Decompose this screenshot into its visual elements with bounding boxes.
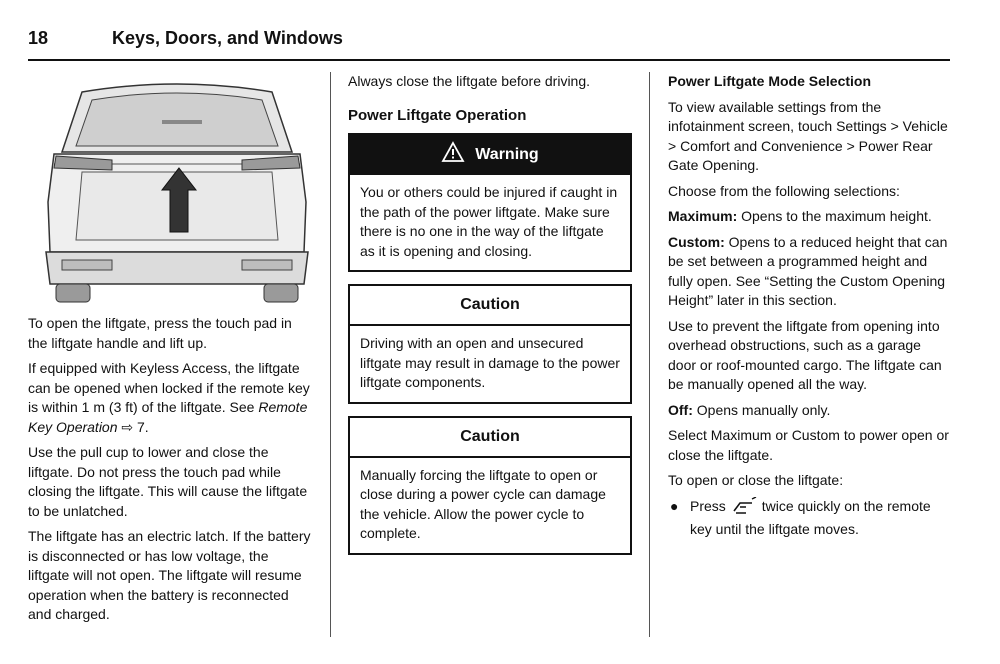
warning-header [350, 135, 630, 175]
caution-body: Driving with an open and unsecured liftgate may result in damage to the power liftgate components. [360, 335, 620, 390]
caution-box [348, 284, 632, 404]
page-number: 18 [28, 28, 49, 48]
option-maximum: Maximum: Opens to the maximum height. [668, 208, 932, 224]
paragraph: Use the pull cup to lower and close the liftgate. Do not press the touch pad while closing the liftgate. This will cause the liftgate to be unlatched. [28, 444, 308, 519]
warning-body: You or others could be injured if caught in the path of the power liftgate. Make sure there is no one in the way of the liftgate as it is opening and closing. [360, 184, 618, 259]
paragraph: If equipped with Keyless Access, the liftgate can be opened when locked if the remote key is within 1 m (3 ft) of the liftgate. See Remote Key Operation ⇨ 7. [28, 360, 310, 435]
paragraph: Select Maximum or Custom to power open or close the liftgate. [668, 427, 949, 463]
warning-box [348, 133, 632, 272]
list-item: ● Press twice quickly on the remote key until the liftgate moves. [670, 497, 931, 537]
column-2 [348, 72, 632, 567]
subsection-heading: Power Liftgate Operation [348, 106, 527, 124]
warning-title: Warning [475, 146, 539, 163]
subsection-heading: Power Liftgate Mode Selection [668, 73, 872, 89]
warning-triangle-icon [441, 139, 465, 179]
caution-title: Caution [350, 286, 630, 326]
paragraph: To view available settings from the infotainment screen, touch Settings > Vehicle > Comfort and Convenience > Power Rear Gate Opening. [668, 98, 948, 173]
paragraph: Use to prevent the liftgate from opening into overhead obstructions, such as a garage door or roof-mounted cargo. The liftgate can be manually opened all the way. [668, 317, 942, 392]
caution-body: Manually forcing the liftgate to open or close during a power cycle can damage the vehicle. Allow the power cycle to complete. [360, 466, 606, 541]
paragraph: Choose from the following selections: [668, 182, 900, 199]
arrow-icon: ⇨ [121, 418, 134, 435]
paragraph: Always close the liftgate before driving. [348, 73, 591, 89]
section-title: Keys, Doors, and Windows [112, 28, 343, 48]
column-divider [649, 72, 650, 637]
cross-reference-link[interactable]: Remote Key Operation [28, 399, 308, 435]
header-rule [28, 59, 950, 61]
option-custom: Custom: Opens to a reduced height that can be set between a programmed height and fully open. See “Setting the Custom Opening Height” later in this section. [668, 233, 948, 308]
option-off: Off: Opens manually only. [668, 401, 831, 418]
caution-title: Caution [350, 418, 630, 458]
column-3 [668, 72, 952, 546]
liftgate-key-icon [730, 497, 758, 521]
paragraph: To open or close the liftgate: [668, 472, 844, 488]
caution-box [348, 416, 632, 555]
paragraph: To open the liftgate, press the touch pad in the liftgate handle and lift up. [28, 315, 292, 351]
column-1 [28, 72, 313, 631]
page-header [28, 28, 950, 60]
bullet-icon: ● [670, 497, 679, 514]
column-divider [330, 72, 331, 637]
liftgate-illustration [42, 72, 312, 304]
paragraph: The liftgate has an electric latch. If the battery is disconnected or has low voltage, the liftgate will not open. The liftgate will resume operation when the battery is reconnected and charged. [28, 528, 311, 622]
